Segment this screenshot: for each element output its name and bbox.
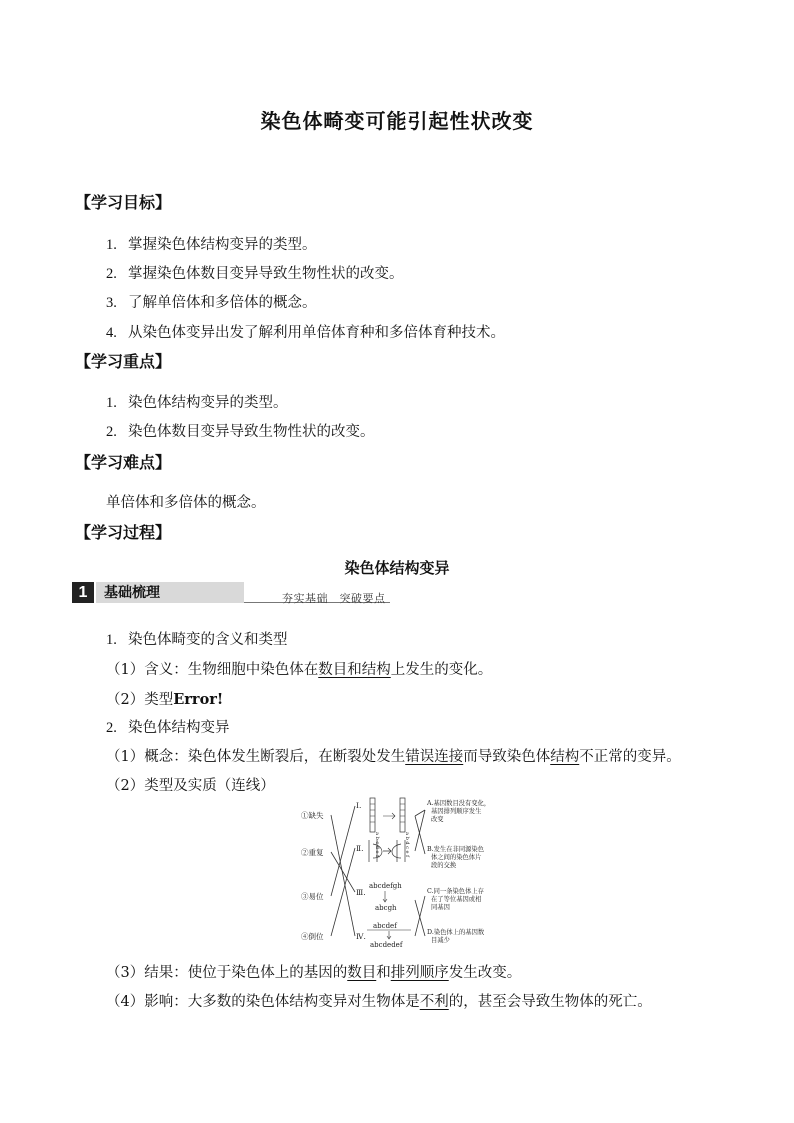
banner-label: 基础梳理 [96, 582, 244, 603]
essence-connection-lines [415, 810, 425, 936]
key-points-heading: 【学习重点】 [75, 352, 172, 371]
roman-4: Ⅳ. [356, 932, 366, 941]
item-2-2: （2）类型及实质（连线） [106, 778, 275, 794]
objective-item-1: 1. 掌握染色体结构变异的类型。 [106, 237, 317, 253]
chromosome-right-genes: a b d c e f [404, 832, 410, 857]
roman-2: Ⅱ. [356, 844, 364, 853]
item-2-heading: 2. 染色体结构变异 [106, 720, 230, 736]
item-2-3: （3）结果：使位于染色体上的基因的数目和排列顺序发生改变。 [106, 965, 522, 981]
item-1-heading: 1. 染色体畸变的含义和类型 [106, 632, 288, 648]
item-2-4: （4）影响：大多数的染色体结构变异对生物体是不利的，甚至会导致生物体的死亡。 [106, 994, 652, 1010]
seq3-bottom: abcgh [375, 904, 397, 912]
item-2-1: （1）概念：染色体发生断裂后，在断裂处发生错误连接而导致染色体结构不正常的变异。 [106, 749, 681, 765]
page-title: 染色体畸变可能引起性状改变 [260, 109, 534, 133]
item-1-1: （1）含义：生物细胞中染色体在数目和结构上发生的变化。 [106, 662, 493, 678]
type-translocation: ③易位 [301, 892, 324, 901]
chromosome-pair-diagram [370, 798, 410, 858]
roman-1: Ⅰ. [356, 801, 362, 810]
section-subtitle: 染色体结构变异 [344, 559, 450, 577]
chromosome-left-genes: a b c d e f [374, 832, 380, 857]
basic-review-banner [72, 582, 390, 604]
essence-d: D.染色体上的基因数 目减少 [427, 929, 485, 944]
duplication-sequence-diagram [367, 922, 411, 949]
seq4-bottom: abcdedef [370, 941, 403, 949]
objective-item-4: 4. 从染色体变异出发了解利用单倍体育种和多倍体育种技术。 [106, 325, 505, 341]
essence-c: C.同一条染色体上存 在了等位基因或相 同基因 [427, 888, 484, 911]
seq4-top: abcdef [373, 922, 397, 930]
key-point-item-2: 2. 染色体数目变异导致生物性状的改变。 [106, 424, 375, 440]
difficulties-heading: 【学习难点】 [75, 453, 172, 472]
type-inversion: ④倒位 [301, 932, 324, 941]
objective-item-3: 3. 了解单倍体和多倍体的概念。 [106, 295, 317, 311]
type-deletion: ①缺失 [301, 811, 324, 820]
type-connection-lines [331, 806, 355, 936]
seq3-top: abcdefgh [369, 882, 402, 890]
essence-a: A.基因数目没有变化， 基因排列顺序发生 改变 [427, 800, 491, 823]
item-1-2: （2）类型Error! [106, 691, 224, 708]
matching-diagram [297, 796, 529, 950]
process-heading: 【学习过程】 [75, 523, 172, 542]
difficulty-text: 单倍体和多倍体的概念。 [106, 495, 266, 511]
objectives-heading: 【学习目标】 [75, 193, 172, 212]
essence-b: B.发生在非同源染色 体之间的染色体片 段的交换 [427, 846, 485, 869]
banner-number: 1 [72, 582, 94, 603]
key-point-item-1: 1. 染色体结构变异的类型。 [106, 395, 288, 411]
deletion-sequence-diagram [369, 882, 402, 912]
banner-tagline: 夯实基础 突破要点 [282, 593, 386, 605]
type-duplication: ②重复 [301, 848, 324, 857]
objective-item-2: 2. 掌握染色体数目变异导致生物性状的改变。 [106, 266, 404, 282]
roman-3: Ⅲ. [356, 888, 366, 897]
